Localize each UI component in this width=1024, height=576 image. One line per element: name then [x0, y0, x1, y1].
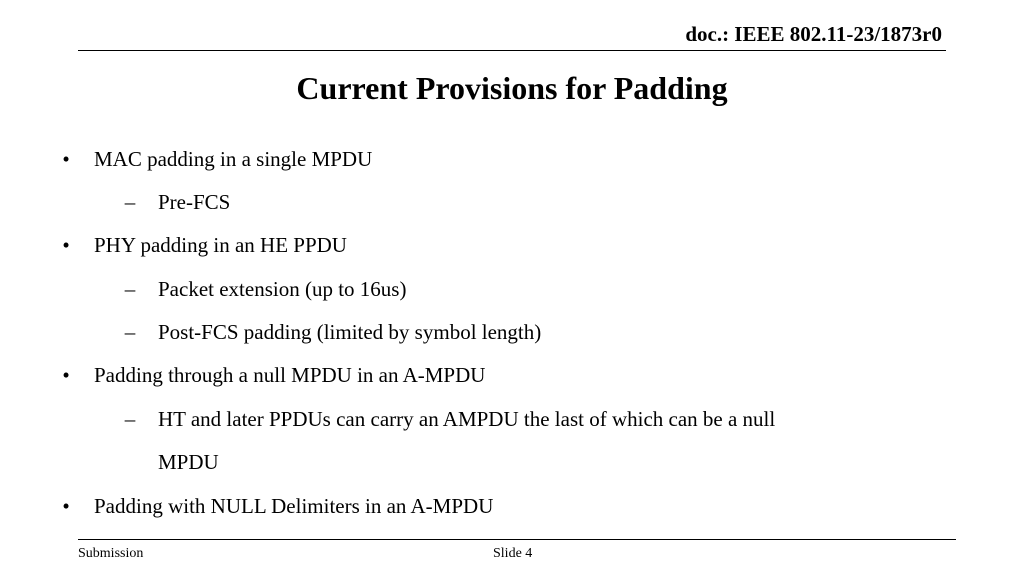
bullet-marker: • — [62, 363, 70, 387]
bullet-marker: • — [62, 147, 70, 171]
footer-divider — [78, 539, 956, 540]
sub-bullet-text: Packet extension (up to 16us) — [158, 277, 407, 301]
bullet-text: MAC padding in a single MPDU — [94, 147, 373, 171]
sub-bullet-text: Post-FCS padding (limited by symbol length) — [158, 320, 542, 344]
footer-submission: Submission — [78, 546, 144, 561]
sub-bullet-text: Pre-FCS — [158, 190, 231, 214]
bullet-text: PHY padding in an HE PPDU — [94, 233, 347, 257]
bullet-marker: • — [62, 233, 70, 257]
document-id: doc.: IEEE 802.11-23/1873r0 — [685, 22, 942, 46]
slide-title: Current Provisions for Padding — [296, 70, 728, 106]
sub-bullet-text: MPDU — [158, 450, 219, 474]
sub-bullet-marker: – — [124, 190, 136, 214]
sub-bullet-marker: – — [124, 320, 136, 344]
bullet-text: Padding through a null MPDU in an A-MPDU — [94, 363, 486, 387]
slide-number: Slide 4 — [493, 546, 533, 561]
sub-bullet-marker: – — [124, 277, 136, 301]
bullet-marker: • — [62, 494, 70, 518]
bullet-text: Padding with NULL Delimiters in an A-MPDU — [94, 494, 494, 518]
sub-bullet-marker: – — [124, 407, 136, 431]
sub-bullet-text: HT and later PPDUs can carry an AMPDU the last of which can be a null — [158, 407, 776, 431]
